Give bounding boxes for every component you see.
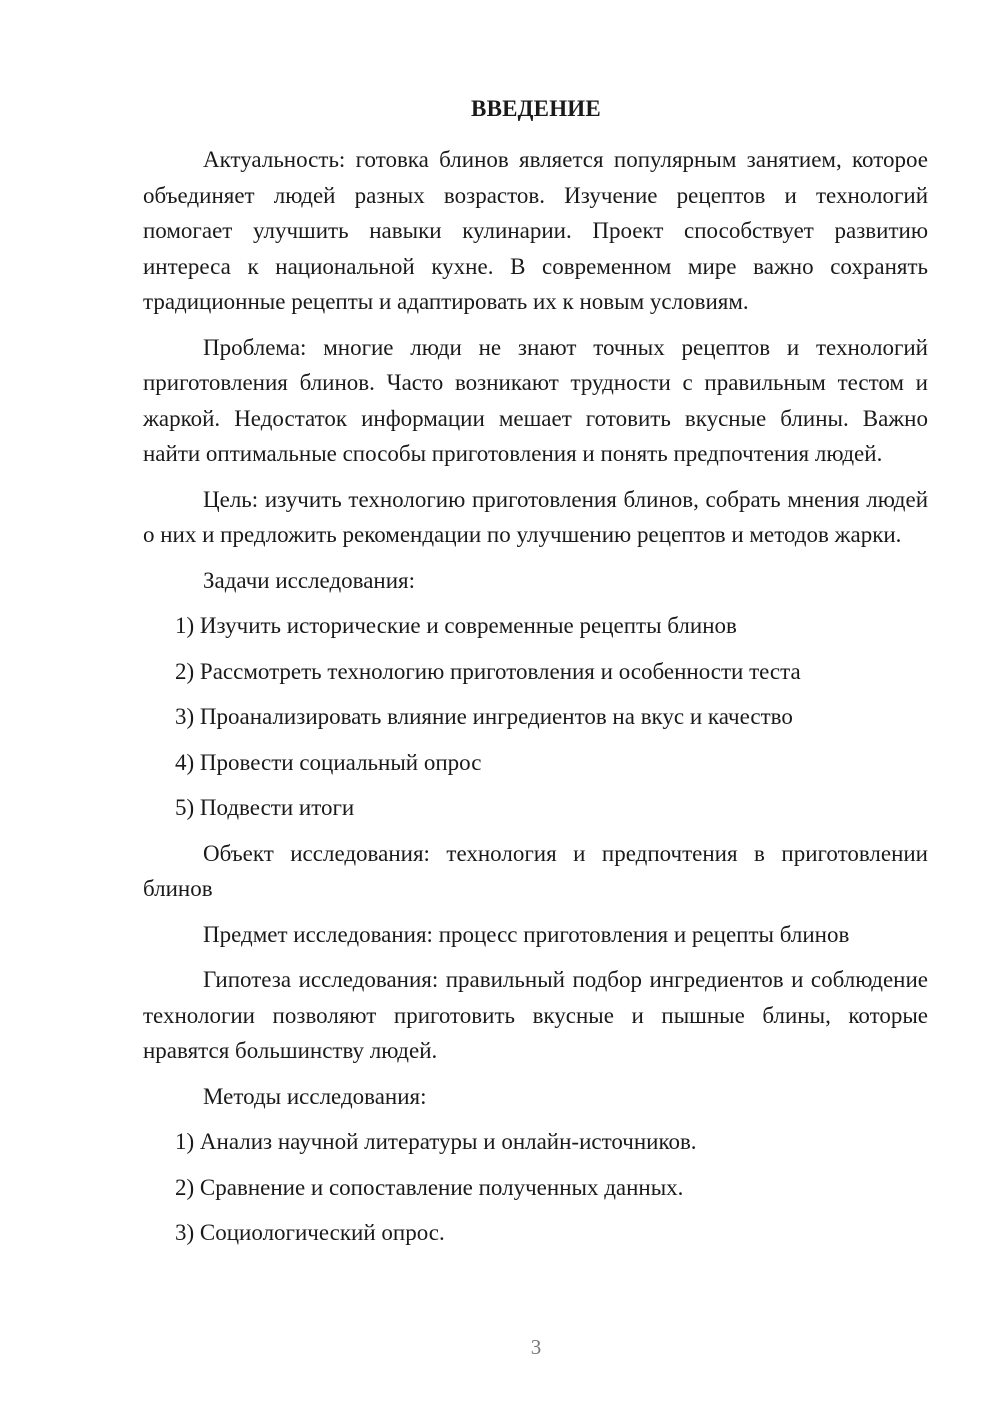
list-item: 3) Проанализировать влияние ингредиентов на вкус и качество	[175, 704, 793, 729]
list-item: 5) Подвести итоги	[175, 795, 355, 820]
subject-paragraph: Предмет исследования: процесс приготовления и рецепты блинов	[203, 921, 850, 947]
list-item: 3) Социологический опрос.	[175, 1220, 445, 1245]
list-item: 2) Рассмотреть технологию приготовления и особенности теста	[175, 658, 801, 684]
goal-paragraph: Цель: изучить технологию приготовления блинов, собрать мнения людей о них и предложить рекомендации по улучшению рецептов и методов жарки.	[143, 486, 928, 547]
list-item: 2) Сравнение и сопоставление полученных данных.	[175, 1174, 684, 1200]
page-number: 3	[530, 1335, 542, 1359]
object-paragraph: Объект исследования: технология и предпочтения в приготовлении блинов	[143, 840, 928, 901]
list-item: 1) Изучить исторические и современные рецепты блинов	[175, 613, 737, 638]
list-item: 4) Провести социальный опрос	[175, 749, 482, 775]
methods-heading: Методы исследования:	[203, 1083, 427, 1109]
hypothesis-paragraph: Гипотеза исследования: правильный подбор ингредиентов и соблюдение технологии позволяют приготовить вкусные и пышные блины, которые нравятся большинству людей.	[143, 967, 928, 1063]
methods-list	[143, 1124, 928, 1251]
tasks-heading: Задачи исследования:	[203, 567, 416, 593]
list-item: 1) Анализ научной литературы и онлайн-источников.	[175, 1129, 697, 1154]
relevance-paragraph: Актуальность: готовка блинов является популярным занятием, которое объединяет людей разных возрастов. Изучение рецептов и технологий помогает улучшить навыки кулинарии. Проект способствует развитию интереса к национальной кухне. В современном мире важно сохранять традиционные рецепты и адаптировать их к новым условиям.	[143, 147, 928, 314]
problem-paragraph: Проблема: многие люди не знают точных рецептов и технологий приготовления блинов. Часто возникают трудности с правильным тестом и жаркой. Недостаток информации мешает готовить вкусные блины. Важно найти оптимальные способы приготовления и понять предпочтения людей.	[143, 334, 928, 466]
document-body	[143, 142, 928, 1261]
tasks-list	[143, 608, 928, 826]
section-title: ВВЕДЕНИЕ	[471, 96, 601, 121]
